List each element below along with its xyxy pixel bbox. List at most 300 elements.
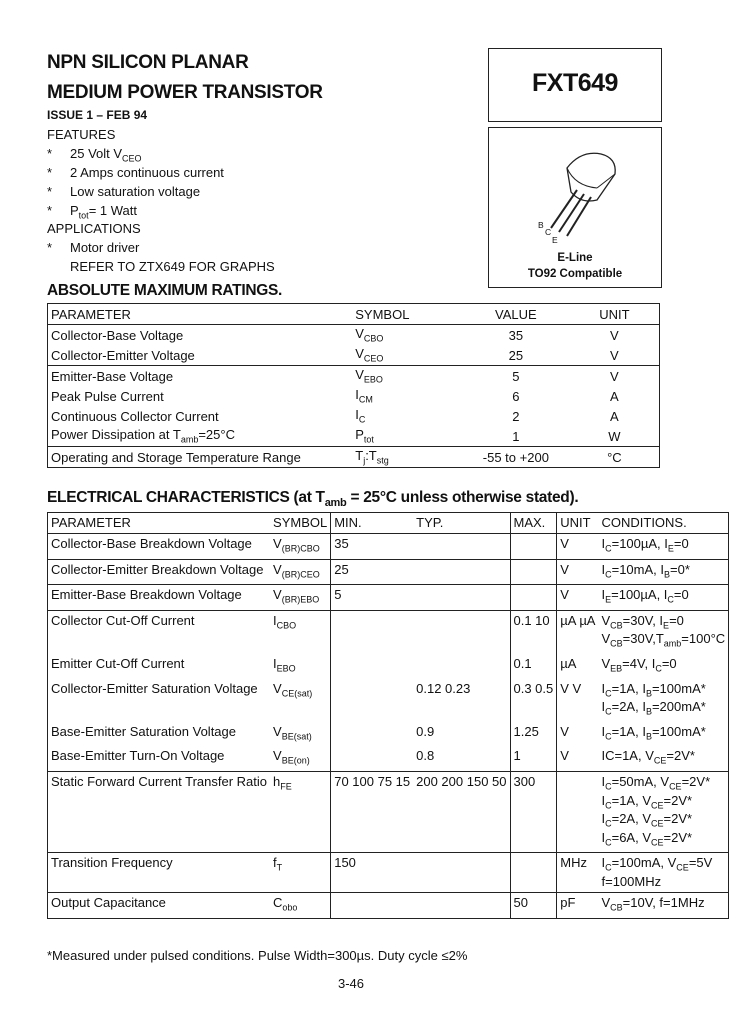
abs-sym2-sub: stg — [376, 455, 389, 466]
ec-condition-line — [601, 725, 725, 744]
cond-b-main: =2A, V — [611, 811, 651, 827]
feature-after: = 1 Watt — [88, 203, 137, 218]
feature-bullet: * — [47, 146, 53, 161]
ec-sym-main: V — [273, 680, 282, 696]
ec-symbol — [270, 534, 331, 560]
ec-sym-sub: CE(sat) — [281, 688, 313, 699]
cond-b-main: =1A, V — [611, 792, 651, 808]
ec-unit — [557, 771, 599, 852]
cond-b-main: =2V* — [666, 748, 695, 764]
package-box — [488, 127, 662, 288]
ec-param: Collector-Emitter Saturation Voltage — [51, 680, 258, 696]
cond-b-main: =6A, V — [611, 829, 651, 845]
cond-b-sub: amb — [663, 638, 682, 649]
ec-param: Base-Emitter Turn-On Voltage — [51, 748, 225, 764]
abs-sym-sub: CM — [358, 394, 373, 405]
ec-param: Emitter-Base Breakdown Voltage — [48, 585, 271, 611]
ec-condition-line — [601, 794, 725, 813]
ec-header-symbol: SYMBOL — [270, 513, 331, 534]
ec-symbol — [270, 722, 331, 747]
title-line-1: NPN SILICON PLANAR — [47, 52, 249, 73]
abs-max-title: ABSOLUTE MAXIMUM RATINGS. — [47, 282, 283, 299]
abs-max-symbol — [352, 366, 462, 387]
elec-title — [47, 489, 578, 509]
elec-row — [48, 610, 729, 654]
abs-max-unit: A — [610, 408, 619, 424]
abs-max-value: 6 — [512, 388, 520, 404]
cond-b-sub: E — [667, 543, 674, 554]
elec-row — [48, 771, 729, 852]
ec-min: 5 — [331, 585, 413, 611]
cond-b-main: =30V, I — [622, 612, 664, 628]
ec-min: 150 — [331, 853, 413, 893]
ec-conditions — [598, 746, 728, 771]
abs-max-symbol — [352, 386, 462, 406]
header-parameter: PARAMETER — [48, 304, 353, 325]
abs-sym-main: P — [355, 427, 364, 443]
ec-unit: MHz — [557, 853, 599, 893]
ec-typ: 0.8 — [416, 748, 435, 764]
feature-main: Low saturation voltage — [70, 184, 201, 199]
elec-row — [48, 654, 729, 679]
ec-param: Collector-Emitter Breakdown Voltage — [48, 559, 271, 585]
ec-header-max: MAX. — [510, 513, 557, 534]
abs-sym-main: V — [355, 367, 364, 383]
title-line-2: MEDIUM POWER TRANSISTOR — [47, 82, 323, 103]
abs-max-symbol — [352, 325, 462, 346]
elec-row — [48, 746, 729, 771]
abs-max-value: -55 to +200 — [462, 447, 570, 468]
elec-row — [48, 585, 729, 611]
abs-sym-main: T — [355, 448, 364, 464]
ec-conditions — [598, 892, 728, 918]
ec-typ — [413, 892, 510, 918]
abs-max-unit: V — [570, 366, 660, 387]
ec-condition-line — [601, 588, 725, 607]
elec-table — [47, 512, 729, 919]
ec-min — [331, 679, 413, 722]
feature-main: 2 Amps continuous current — [70, 165, 224, 180]
ec-conditions — [598, 559, 728, 585]
cond-a-sub: C — [605, 862, 612, 873]
abs-sym-main: I — [355, 407, 359, 423]
feature-text — [70, 146, 142, 164]
ec-condition-line — [601, 875, 725, 889]
abs-max-unit: °C — [570, 447, 660, 468]
abs-max-row — [48, 345, 660, 366]
abs-max-unit: V — [610, 327, 619, 343]
ec-header-unit: UNIT — [557, 513, 599, 534]
cond-a-main: I — [601, 829, 606, 845]
cond-a-main: V — [601, 631, 611, 647]
abs-max-value: 5 — [462, 366, 570, 387]
abs-max-row — [48, 426, 660, 447]
ec-condition-line — [601, 537, 725, 556]
abs-max-param: Collector-Base Voltage — [51, 327, 184, 343]
ec-conditions — [598, 771, 728, 852]
cond-b-main: =100µA, I — [611, 587, 668, 603]
cond-a-main: V — [601, 655, 611, 671]
cond-a-sub: C — [605, 569, 612, 580]
cond-b-main: =50mA, V — [611, 773, 670, 789]
part-number-box — [488, 48, 662, 122]
cond-b-main: =4V, I — [622, 655, 656, 671]
elec-row — [48, 559, 729, 585]
abs-max-row — [48, 447, 660, 468]
cond-a-sub: C — [605, 837, 612, 848]
ec-condition-line — [601, 682, 725, 701]
ec-typ: 200 200 150 50 — [413, 771, 510, 852]
ec-unit: V — [557, 722, 599, 747]
ec-typ — [413, 559, 510, 585]
ec-condition-line — [601, 657, 725, 676]
cond-a-sub: C — [605, 781, 612, 792]
abs-sym-sub: CBO — [363, 333, 384, 344]
ec-symbol — [270, 585, 331, 611]
abs-sym-sub: tot — [363, 434, 374, 445]
to92-package-drawing — [489, 128, 661, 258]
ec-sym-main: V — [273, 561, 282, 577]
cond-a-main: I — [601, 792, 606, 808]
abs-sym-sub: j — [363, 455, 366, 466]
cond-c-main: =2V* — [681, 773, 711, 789]
cond-a-main: I — [601, 699, 606, 715]
cond-c-main: =0 — [673, 587, 689, 603]
ec-max — [510, 559, 557, 585]
abs-max-unit: V — [610, 347, 619, 363]
ec-header-typ: TYP. — [413, 513, 510, 534]
ec-max: 1.25 — [510, 722, 557, 747]
applications-heading: APPLICATIONS — [47, 221, 141, 236]
ec-unit: pF — [557, 892, 599, 918]
cond-a-main: I — [601, 855, 606, 871]
cond-c-main: =100mA* — [651, 723, 706, 739]
abs-max-row — [48, 406, 660, 426]
abs-sym-main: I — [355, 387, 359, 403]
abs-max-unit: W — [608, 428, 621, 444]
feature-text — [70, 203, 137, 221]
ec-condition-line — [601, 632, 725, 651]
ec-param: Collector-Base Breakdown Voltage — [48, 534, 271, 560]
abs-sym2-main: :T — [365, 448, 377, 464]
ec-max — [510, 534, 557, 560]
ec-sym-sub: CBO — [276, 620, 297, 631]
abs-sym-sub: CEO — [363, 353, 384, 364]
ec-symbol — [270, 771, 331, 852]
cond-b-main: =10V, f=1MHz — [622, 894, 705, 910]
ec-sym-sub: T — [276, 862, 283, 873]
cond-a-main: I — [601, 723, 606, 739]
ec-unit: V V — [557, 679, 599, 722]
ec-max: 0.1 10 — [510, 610, 557, 654]
ec-max: 1 — [510, 746, 557, 771]
abs-sym-sub: C — [358, 414, 366, 425]
header-symbol: SYMBOL — [352, 304, 462, 325]
feature-text — [70, 184, 200, 199]
cond-a-main: f=100MHz — [601, 873, 662, 889]
ec-typ — [413, 610, 510, 654]
cond-a-sub: CB — [610, 902, 623, 913]
cond-b-sub: B — [645, 731, 652, 742]
ec-typ — [413, 585, 510, 611]
elec-row — [48, 853, 729, 893]
cond-b-sub: B — [645, 706, 652, 717]
feature-bullet: * — [47, 165, 53, 180]
ec-typ — [413, 534, 510, 560]
package-name: E-Line — [557, 252, 593, 264]
ec-symbol — [270, 559, 331, 585]
applications-bullet: * — [47, 240, 53, 255]
abs-sym-main: V — [355, 326, 364, 342]
ec-symbol — [270, 654, 331, 679]
ec-typ — [413, 853, 510, 893]
elec-header-row — [48, 513, 729, 534]
cond-b-main: =1A, I — [611, 723, 646, 739]
ec-sym-main: V — [273, 587, 282, 603]
feature-text — [70, 165, 224, 180]
abs-max-row — [48, 325, 660, 346]
ec-sym-sub: EBO — [276, 663, 296, 674]
cond-c-main: =0 — [669, 612, 684, 628]
feature-sub: tot — [78, 210, 89, 221]
cond-b-sub: C — [655, 663, 662, 674]
ec-conditions — [598, 534, 728, 560]
abs-max-value: 25 — [508, 347, 524, 363]
ec-param: Output Capacitance — [48, 892, 271, 918]
abs-max-table — [47, 303, 660, 468]
ec-min: 70 100 75 15 — [331, 771, 413, 852]
cond-b-sub: CE — [651, 837, 664, 848]
cond-b-main: =30V,T — [622, 631, 664, 647]
cond-a-sub: CB — [610, 620, 623, 631]
ec-unit: µA — [557, 654, 599, 679]
feature-main: P — [70, 203, 79, 218]
cond-a-main: I — [601, 680, 606, 696]
abs-max-value: 35 — [508, 327, 524, 343]
pulse-footnote: *Measured under pulsed conditions. Pulse Width=300µs. Duty cycle ≤2% — [47, 948, 468, 963]
ec-max — [510, 853, 557, 893]
ec-symbol — [270, 892, 331, 918]
abs-max-param: Peak Pulse Current — [51, 388, 164, 404]
ec-conditions — [598, 679, 728, 722]
abs-max-param: Operating and Storage Temperature Range — [48, 447, 353, 468]
cond-b-sub: CE — [676, 862, 689, 873]
abs-max-row — [48, 366, 660, 387]
header-value: VALUE — [462, 304, 570, 325]
ec-min — [331, 746, 413, 771]
abs-param-main: Power Dissipation at T — [51, 427, 181, 443]
ec-unit: µA µA — [557, 610, 599, 654]
applications-item: Motor driver — [70, 240, 140, 255]
ec-min — [331, 654, 413, 679]
ec-sym-sub: FE — [280, 781, 292, 792]
elec-title-sub: amb — [324, 497, 347, 510]
ec-symbol — [270, 853, 331, 893]
ec-max: 0.3 0.5 — [510, 679, 557, 722]
ec-header-min: MIN. — [331, 513, 413, 534]
abs-max-param — [48, 426, 353, 447]
abs-sym-sub: EBO — [363, 374, 383, 385]
ec-sym-main: h — [273, 773, 281, 789]
ec-sym-sub: (BR)CBO — [281, 543, 320, 554]
abs-max-symbol — [352, 406, 462, 426]
ec-max — [510, 585, 557, 611]
ec-sym-main: I — [273, 612, 277, 628]
cond-b-sub: CE — [651, 800, 664, 811]
cond-b-sub: CE — [651, 818, 664, 829]
ec-param: Transition Frequency — [48, 853, 271, 893]
cond-c-main: =200mA* — [651, 699, 706, 715]
abs-max-param: Collector-Emitter Voltage — [51, 347, 195, 363]
ec-condition-line — [601, 700, 725, 719]
elec-row — [48, 534, 729, 560]
abs-max-param: Continuous Collector Current — [51, 408, 219, 424]
package-compat: TO92 Compatible — [527, 268, 623, 280]
ec-min: 35 — [331, 534, 413, 560]
ec-condition-line — [601, 775, 725, 794]
ec-condition-line — [601, 831, 725, 850]
ec-typ: 0.12 0.23 — [416, 680, 471, 696]
ec-condition-line — [601, 749, 725, 768]
abs-max-row — [48, 386, 660, 406]
ec-min — [331, 892, 413, 918]
cond-c-main: =0 — [661, 655, 677, 671]
elec-row — [48, 892, 729, 918]
abs-param-sub: amb — [180, 434, 199, 445]
ec-condition-line — [601, 614, 725, 633]
ec-max: 50 — [510, 892, 557, 918]
ec-max: 0.1 — [510, 654, 557, 679]
ec-sym-main: V — [273, 536, 282, 551]
cond-b-sub: CE — [669, 781, 682, 792]
part-number: FXT649 — [532, 69, 618, 97]
ec-header-conditions: CONDITIONS. — [598, 513, 728, 534]
cond-a-sub: CB — [610, 638, 623, 649]
abs-param-post: =25°C — [198, 427, 235, 443]
ec-condition-line — [601, 896, 725, 915]
ec-sym-main: V — [273, 748, 282, 764]
cond-c-main: =2V* — [663, 829, 693, 845]
cond-c-main: =2V* — [663, 792, 693, 808]
abs-max-value: 1 — [512, 428, 520, 444]
cond-a-sub: C — [605, 818, 612, 829]
cond-a-sub: C — [605, 543, 612, 554]
ec-param: Collector Cut-Off Current — [48, 610, 271, 654]
feature-sub: CEO — [122, 153, 142, 164]
cond-a-sub: C — [605, 800, 612, 811]
elec-row — [48, 722, 729, 747]
abs-sym-main: V — [355, 346, 364, 362]
issue-date: ISSUE 1 – FEB 94 — [47, 108, 148, 122]
abs-max-symbol — [352, 447, 462, 468]
ec-max: 300 — [510, 771, 557, 852]
cond-b-sub: B — [664, 569, 671, 580]
ec-conditions — [598, 585, 728, 611]
ec-min — [331, 722, 413, 747]
abs-max-symbol — [352, 426, 462, 447]
abs-max-unit: A — [610, 388, 619, 404]
ec-sym-sub: BE(on) — [281, 755, 310, 766]
cond-b-main: =100µA, I — [611, 536, 668, 551]
cond-a-sub: C — [605, 706, 612, 717]
header-unit: UNIT — [570, 304, 660, 325]
cond-b-sub: E — [663, 620, 670, 631]
ec-symbol — [270, 610, 331, 654]
elec-title-pre: ELECTRICAL CHARACTERISTICS (at T — [47, 489, 325, 506]
ec-unit: V — [557, 559, 599, 585]
feature-bullet: * — [47, 184, 53, 199]
cond-a-main: I — [601, 773, 606, 789]
cond-a-main: IC=1A, V — [601, 748, 654, 764]
cond-b-sub: B — [645, 688, 652, 699]
abs-max-header-row — [48, 304, 660, 325]
abs-max-symbol — [352, 345, 462, 366]
graphs-note: REFER TO ZTX649 FOR GRAPHS — [70, 259, 275, 274]
cond-c-main: =2V* — [663, 811, 693, 827]
ec-typ — [413, 654, 510, 679]
elec-title-post: = 25°C unless otherwise stated). — [346, 489, 579, 506]
cond-b-main: =2A, I — [611, 699, 646, 715]
cond-b-main: =10mA, I — [611, 561, 664, 577]
cond-a-sub: E — [605, 594, 612, 605]
ec-header-parameter: PARAMETER — [48, 513, 271, 534]
cond-a-main: I — [601, 561, 606, 577]
ec-symbol — [270, 746, 331, 771]
ec-conditions — [598, 654, 728, 679]
ec-param: Base-Emitter Saturation Voltage — [51, 723, 236, 739]
ec-sym-main: V — [273, 723, 282, 739]
ec-unit: V — [557, 585, 599, 611]
ec-unit: V — [557, 534, 599, 560]
cond-c-main: =100°C — [681, 631, 726, 647]
ec-sym-sub: obo — [282, 902, 298, 913]
ec-param: Static Forward Current Transfer Ratio — [48, 771, 271, 852]
feature-bullet: * — [47, 203, 53, 218]
cond-a-main: I — [601, 811, 606, 827]
ec-conditions — [598, 853, 728, 893]
cond-a-main: I — [601, 587, 606, 603]
ec-conditions — [598, 610, 728, 654]
cond-a-sub: CE — [653, 755, 667, 766]
ec-sym-main: f — [273, 855, 277, 871]
features-heading: FEATURES — [47, 127, 116, 142]
ec-condition-line — [601, 812, 725, 831]
abs-max-value: 2 — [512, 408, 520, 424]
cond-c-main: =100mA* — [651, 680, 706, 696]
elec-row — [48, 679, 729, 722]
ec-conditions — [598, 722, 728, 747]
pin-b-label: B — [538, 220, 544, 230]
ec-sym-sub: (BR)EBO — [281, 594, 320, 605]
ec-sym-sub: (BR)CEO — [281, 569, 320, 580]
ec-sym-main: I — [273, 655, 277, 671]
ec-sym-sub: BE(sat) — [281, 731, 312, 742]
ec-sym-main: C — [273, 894, 283, 910]
cond-a-main: V — [601, 894, 611, 910]
cond-b-sub: C — [667, 594, 674, 605]
ec-unit: V — [557, 746, 599, 771]
page-number: 3-46 — [338, 976, 365, 991]
ec-symbol — [270, 679, 331, 722]
pin-c-label: C — [545, 227, 552, 237]
cond-a-sub: C — [605, 731, 612, 742]
cond-a-main: V — [601, 612, 611, 628]
cond-b-main: =100mA, V — [611, 855, 677, 871]
ec-condition-line — [601, 563, 725, 582]
pin-e-label: E — [552, 235, 558, 245]
ec-condition-line — [601, 856, 725, 875]
ec-param: Emitter Cut-Off Current — [51, 655, 185, 671]
